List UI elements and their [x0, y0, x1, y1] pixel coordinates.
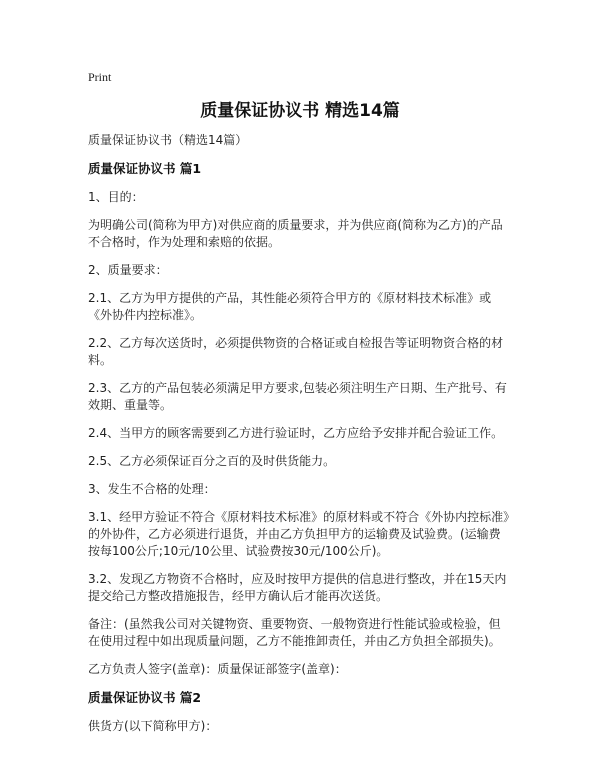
section-1-heading: 质量保证协议书 篇1	[88, 161, 202, 176]
page-title: 质量保证协议书 精选14篇	[200, 101, 400, 121]
s1-clause-2-5: 2.5、乙方必须保证百分之百的及时供货能力。	[88, 454, 336, 468]
s1-purpose-label: 1、目的：	[88, 190, 144, 204]
s1-clause-2-2: 2.2、乙方每次送货时，必须提供物资的合格证或自检报告等证明物资合格的材料。	[88, 336, 504, 367]
s1-clause-2-4: 2.4、当甲方的顾客需要到乙方进行验证时，乙方应给予安排并配合验证工作。	[88, 426, 504, 440]
s1-clause-2-3: 2.3、乙方的产品包装必须满足甲方要求,包装必须注明生产日期、生产批号、有效期、重量等。	[88, 381, 507, 412]
s1-purpose-text: 为明确公司(简称为甲方)对供应商的质量要求，并为供应商(简称为乙方)的产品不合格时，作为处理和索赔的依据。	[88, 218, 503, 249]
document-subtitle: 质量保证协议书（精选14篇）	[88, 133, 248, 147]
s1-remark: 备注：(虽然我公司对关键物资、重要物资、一般物资进行性能试验或检验，但在使用过程中如出现质量问题，乙方不能推卸责任，并由乙方负担全部损失)。	[88, 617, 501, 648]
document-body	[88, 132, 512, 746]
s1-clause-3-1: 3.1、经甲方验证不符合《原材料技术标准》的原材料或不符合《外协内控标准》的外协件，乙方必须进行退货，并由乙方负担甲方的运输费及试验费。(运输费按每100公斤;10元/10公里、试验费按30元/100公斤)。	[88, 510, 510, 558]
s1-nonconformity-label: 3、发生不合格的处理：	[88, 482, 216, 496]
s1-signature-line: 乙方负责人签字(盖章)：质量保证部签字(盖章)：	[88, 662, 347, 676]
section-2-heading: 质量保证协议书 篇2	[88, 690, 202, 705]
s2-supplier-line: 供货方(以下简称甲方)：	[88, 719, 218, 733]
s1-clause-3-2: 3.2、发现乙方物资不合格时，应及时按甲方提供的信息进行整改，并在15天内提交给己方整改措施报告，经甲方确认后才能再次送货。	[88, 572, 507, 603]
s1-clause-2-1: 2.1、乙方为甲方提供的产品，其性能必须符合甲方的《原材料技术标准》或《外协件内控标准》。	[88, 291, 492, 322]
s1-quality-label: 2、质量要求：	[88, 263, 168, 277]
print-link[interactable]: Print	[88, 70, 112, 84]
